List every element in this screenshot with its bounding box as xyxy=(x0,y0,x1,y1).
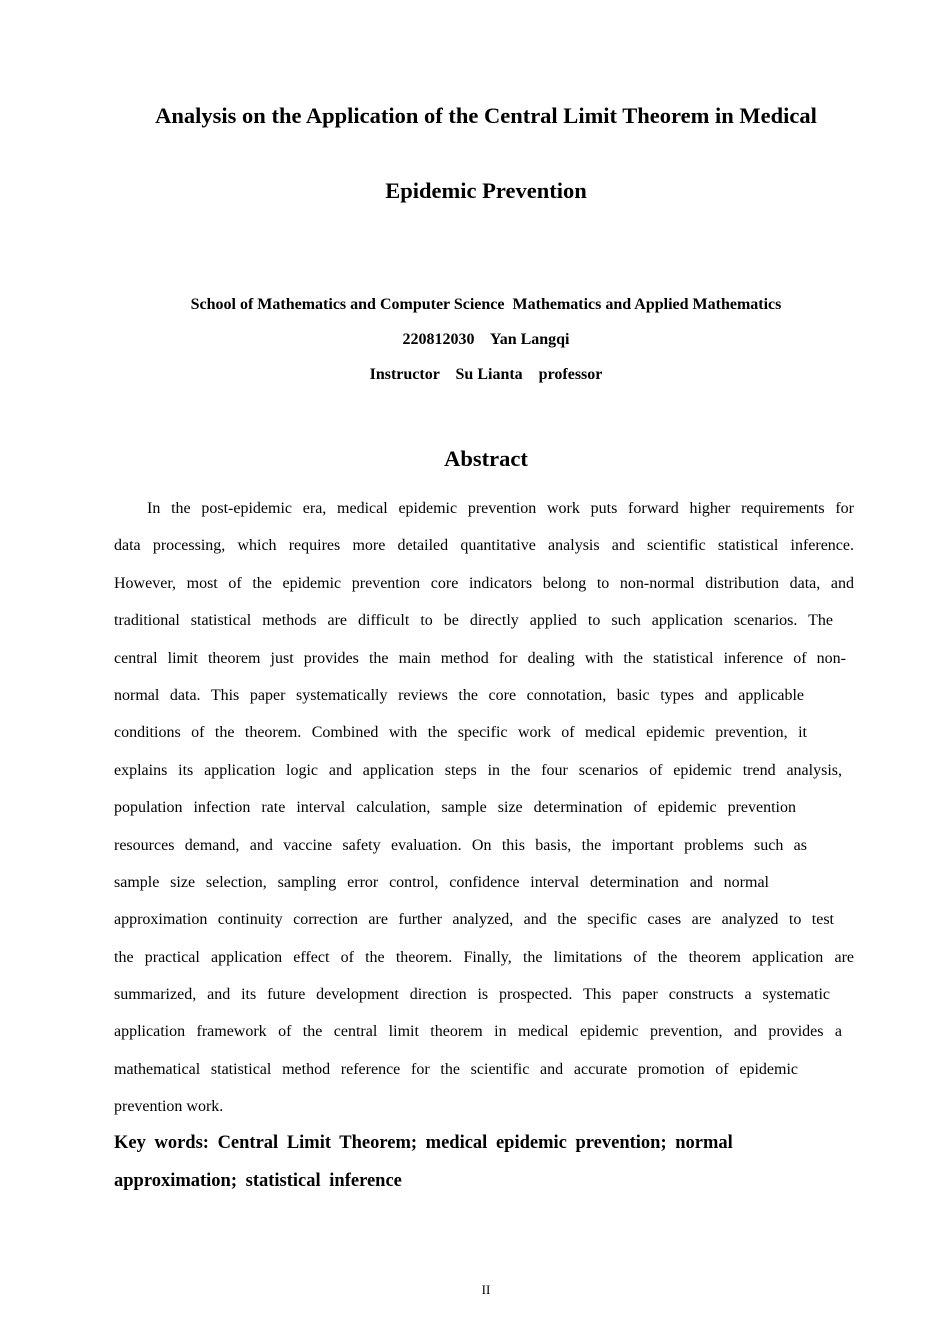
abstract-line: traditional statistical methods are difficult to be directly applied to such application scenarios. The xyxy=(114,612,833,630)
keywords-line-1: Key words: Central Limit Theorem; medical epidemic prevention; normal xyxy=(114,1133,733,1153)
abstract-line: normal data. This paper systematically reviews the core connotation, basic types and applicable xyxy=(114,686,804,704)
abstract-line: explains its application logic and application steps in the four scenarios of epidemic trend analysis, xyxy=(114,761,842,779)
abstract-line: approximation continuity correction are further analyzed, and the specific cases are analyzed to test xyxy=(114,911,834,929)
abstract-line: central limit theorem just provides the main method for dealing with the statistical inference of non- xyxy=(114,649,846,667)
abstract-line: sample size selection, sampling error control, confidence interval determination and normal xyxy=(114,873,769,891)
abstract-line: conditions of the theorem. Combined with the specific work of medical epidemic prevention, it xyxy=(114,724,807,742)
abstract-line: data processing, which requires more detailed quantitative analysis and scientific statistical inference. xyxy=(114,537,854,555)
abstract-line: In the post-epidemic era, medical epidemic prevention work puts forward higher requirements for xyxy=(147,500,854,517)
keywords-line-2: approximation; statistical inference xyxy=(114,1171,402,1191)
abstract-line: mathematical statistical method reference for the scientific and accurate promotion of epidemic xyxy=(114,1060,798,1078)
abstract-line: prevention work. xyxy=(114,1098,224,1116)
school-and-major: School of Mathematics and Computer Science Mathematics and Applied Mathematics xyxy=(190,296,782,313)
paper-title-line-1: Analysis on the Application of the Central Limit Theorem in Medical xyxy=(155,103,817,128)
student-id-and-name: 220812030 Yan Langqi xyxy=(402,331,570,348)
abstract-line: the practical application effect of the theorem. Finally, the limitations of the theorem application are xyxy=(114,948,854,966)
abstract-line: application framework of the central limit theorem in medical epidemic prevention, and provides a xyxy=(114,1023,842,1041)
abstract-line: resources demand, and vaccine safety evaluation. On this basis, the important problems such as xyxy=(114,836,807,854)
paper-title-line-2: Epidemic Prevention xyxy=(385,178,587,203)
abstract-body xyxy=(114,490,854,1126)
abstract-line: summarized, and its future development direction is prospected. This paper constructs a systematic xyxy=(114,986,830,1004)
instructor-info: Instructor Su Lianta professor xyxy=(369,366,603,383)
abstract-line: However, most of the epidemic prevention core indicators belong to non-normal distribution data, and xyxy=(114,574,854,592)
keywords xyxy=(114,1124,854,1200)
page-number: II xyxy=(481,1282,491,1297)
abstract-heading: Abstract xyxy=(444,446,528,471)
abstract-line: population infection rate interval calculation, sample size determination of epidemic prevention xyxy=(114,799,796,817)
